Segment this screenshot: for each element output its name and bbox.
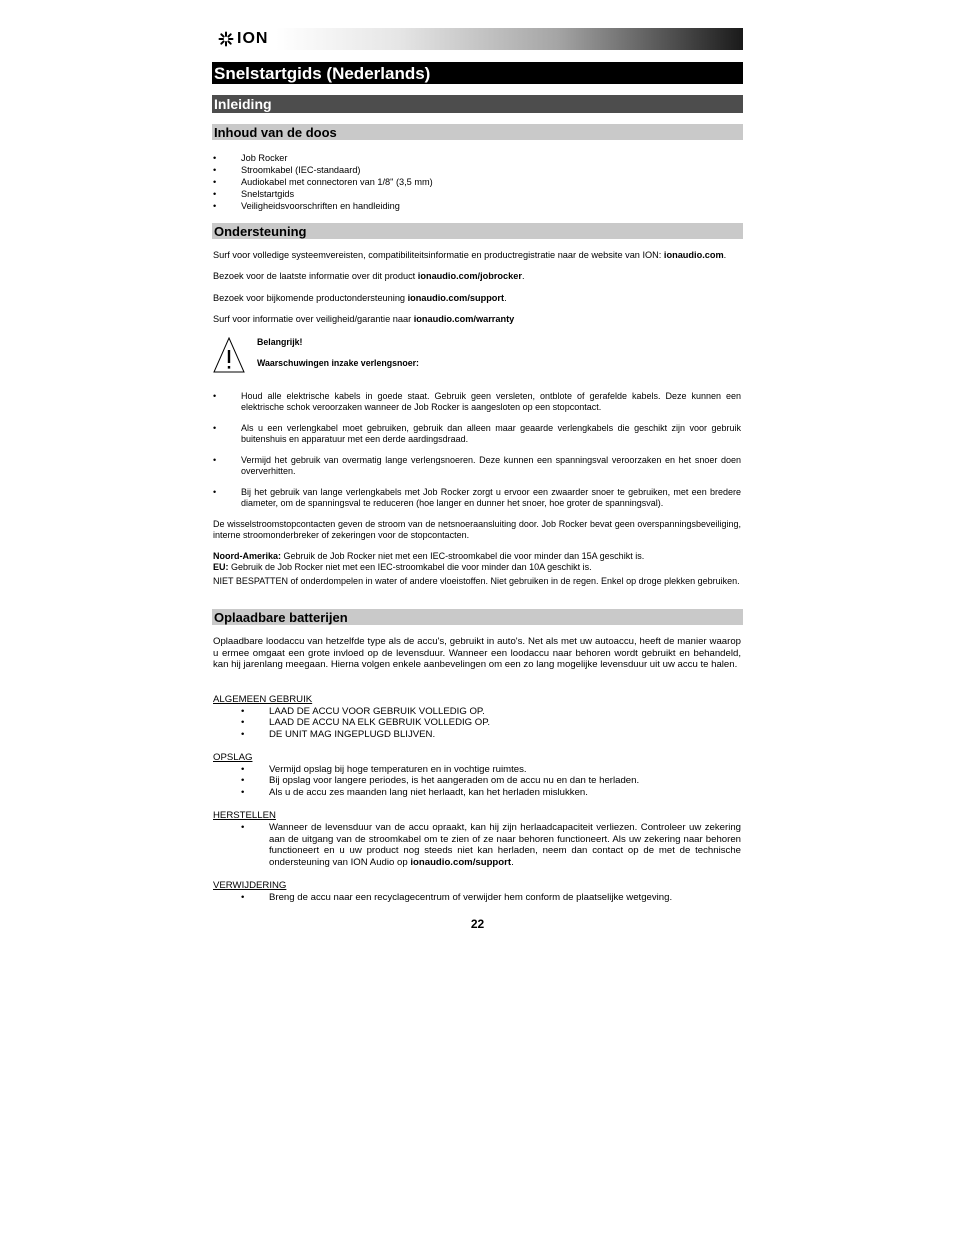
warning-icon (213, 337, 245, 373)
support-line-support: Bezoek voor bijkomende productondersteuning ionaudio.com/support. (213, 293, 507, 303)
link-ionaudio[interactable]: ionaudio.com (663, 250, 724, 260)
link-warranty[interactable]: ionaudio.com/warranty (413, 314, 515, 324)
heading-support: Ondersteuning (212, 223, 743, 239)
heading-batteries: Oplaadbare batterijen (212, 609, 743, 625)
link-support[interactable]: ionaudio.com/support (410, 856, 512, 868)
disposal-heading: VERWIJDERING (213, 880, 287, 891)
support-line-warranty: Surf voor informatie over veiligheid/garantie naar ionaudio.com/warranty (213, 314, 515, 324)
restore-heading: HERSTELLEN (213, 810, 276, 821)
bullet: • (213, 189, 217, 199)
general-use-heading: ALGEMEEN GEBRUIK (213, 694, 313, 705)
bullet: • (213, 177, 217, 187)
storage-heading: OPSLAG (213, 752, 253, 763)
bullet: • (213, 165, 217, 175)
warning-title: Waarschuwingen inzake verlengsnoer: (257, 358, 419, 368)
north-america-note: Noord-Amerika: Gebruik de Job Rocker niet met een IEC-stroomkabel die voor minder dan 15A geschikt is. (213, 551, 645, 561)
header-bar (212, 28, 743, 50)
water-warning: NIET BESPATTEN of onderdompelen in water of andere vloeistoffen. Niet gebruiken in de regen. Enkel op droge plekken gebruiken. (213, 576, 740, 586)
link-jobrocker[interactable]: ionaudio.com/jobrocker (417, 271, 522, 281)
page-title: Snelstartgids (Nederlands) (212, 62, 743, 84)
support-line-product: Bezoek voor de laatste informatie over dit product ionaudio.com/jobrocker. (213, 271, 525, 281)
ion-logo (218, 30, 268, 48)
bullet: • (213, 201, 217, 211)
ion-star-icon (218, 31, 234, 47)
batteries-intro: Oplaadbare loodaccu van hetzelfde type als de accu's, gebruikt in auto's. Net als met uw autoaccu, heeft de manier waarop u ermee omgaat een grote invloed op de levensduur. Wanneer een loodaccu naar behoren wordt gebruikt en behandeld, kan hij jarenlang meegaan. Hierna volgen enkele aanbevelingen om een zo lang mogelijke levensduur uit uw accu te halen. (213, 636, 741, 670)
outlets-paragraph: De wisselstroomstopcontacten geven de stroom van de netsnoeraansluiting door. Job Rocker bevat geen overspanningsbeveiliging, interne stroomonderbreker of zekeringen voor de stopcontacten. (213, 519, 741, 540)
brand-name: ION (237, 30, 269, 47)
page-number: 22 (470, 917, 485, 931)
heading-box-contents: Inhoud van de doos (212, 124, 743, 140)
eu-note: EU: Gebruik de Job Rocker niet met een IEC-stroomkabel die voor minder dan 10A geschikt is. (213, 562, 592, 572)
bullet: • (213, 153, 217, 163)
section-heading-introduction: Inleiding (212, 95, 743, 113)
link-support[interactable]: ionaudio.com/support (407, 293, 505, 303)
important-label: Belangrijk! (257, 337, 303, 347)
support-line-website: Surf voor volledige systeemvereisten, compatibiliteitsinformatie en productregistratie naar de website van ION: ionaudio.com. (213, 250, 727, 260)
